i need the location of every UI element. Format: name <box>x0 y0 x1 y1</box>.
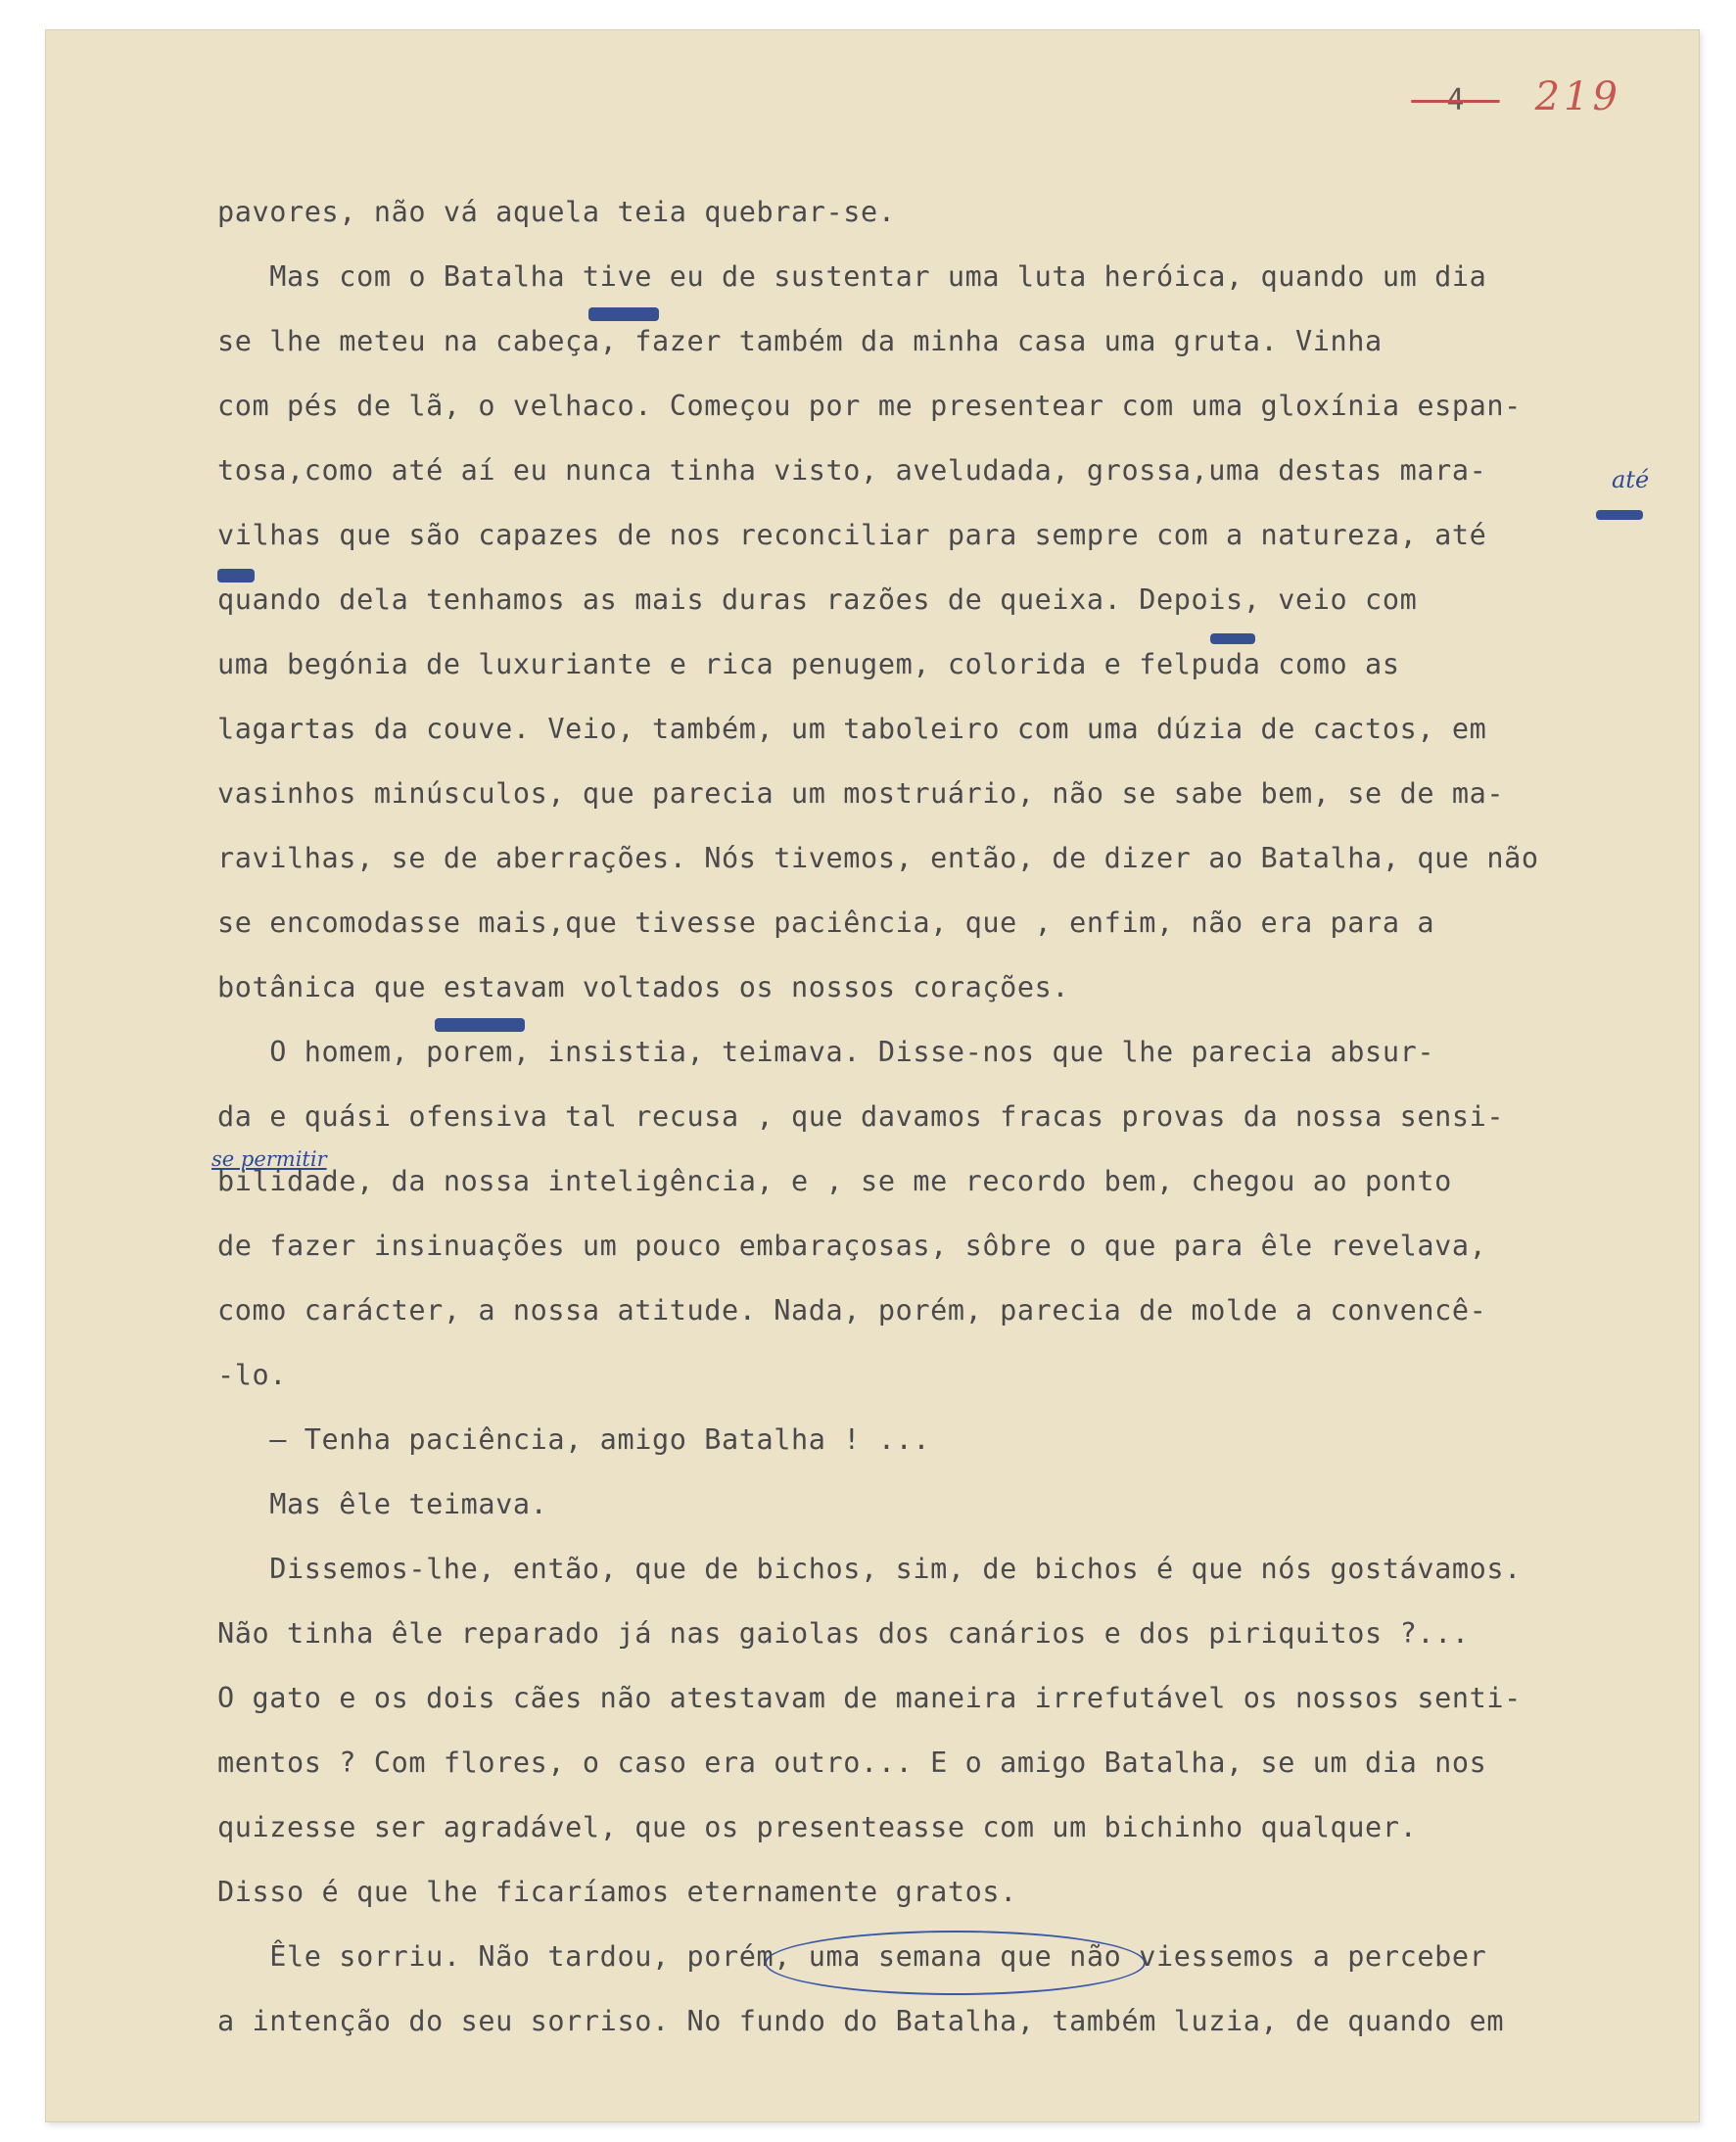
annotation-se-permitir: se permitir <box>211 1147 327 1171</box>
text-line: lagartas da couve. Veio, também, um taboleiro com uma dúzia de cactos, em <box>217 713 1487 745</box>
text-line: Dissemos-lhe, então, que de bichos, sim, de bichos é que nós gostávamos. <box>217 1553 1522 1585</box>
text-line: O gato e os dois cães não atestavam de maneira irrefutável os nossos senti- <box>217 1682 1522 1714</box>
typed-text-body <box>217 180 1725 2054</box>
text-line: O homem, porem, insistia, teimava. Disse-nos que lhe parecia absur- <box>217 1036 1435 1068</box>
text-line: de fazer insinuações um pouco embaraçosas, sôbre o que para êle revelava, <box>217 1230 1487 1262</box>
page-number <box>1411 74 1621 119</box>
text-line: bilidade, da nossa inteligência, e , se me recordo bem, chegou ao ponto <box>217 1165 1452 1197</box>
text-line: com pés de lã, o velhaco. Começou por me presentear com uma gloxínia espan- <box>217 390 1522 422</box>
typescript-page <box>45 29 1700 2122</box>
text-line: a intenção do seu sorriso. No fundo do Batalha, também luzia, de quando em <box>217 2005 1505 2037</box>
handwritten-page-number: 219 <box>1534 74 1621 119</box>
text-line: tosa,como até aí eu nunca tinha visto, aveludada, grossa,uma destas mara- <box>217 454 1487 487</box>
text-line: mentos ? Com flores, o caso era outro... E o amigo Batalha, se um dia nos <box>217 1746 1487 1779</box>
text-line: como carácter, a nossa atitude. Nada, porém, parecia de molde a convencê- <box>217 1294 1487 1327</box>
text-line: Mas êle teimava. <box>217 1488 548 1520</box>
text-line: Mas com o Batalha tive eu de sustentar uma luta heróica, quando um dia <box>217 260 1487 293</box>
text-line: vilhas que são capazes de nos reconciliar para sempre com a natureza, até <box>217 519 1487 551</box>
text-line: botânica que estavam voltados os nossos corações. <box>217 971 1070 1003</box>
text-line: Não tinha êle reparado já nas gaiolas dos canários e dos piriquitos ?... <box>217 1617 1470 1650</box>
typed-page-number: - 4 - <box>1411 83 1500 117</box>
text-line: Êle sorriu. Não tardou, porém, uma semana que não viessemos a perceber <box>217 1940 1487 1973</box>
text-line: se lhe meteu na cabeça, fazer também da minha casa uma gruta. Vinha <box>217 325 1383 357</box>
text-line: -lo. <box>217 1359 288 1391</box>
text-line: ravilhas, se de aberrações. Nós tivemos, então, de dizer ao Batalha, que não <box>217 842 1539 874</box>
text-line: quando dela tenhamos as mais duras razões de queixa. Depois, veio com <box>217 583 1418 616</box>
annotation-ate: até <box>1612 466 1650 493</box>
text-line: se encomodasse mais,que tivesse paciência, que , enfim, não era para a <box>217 907 1435 939</box>
text-line: — Tenha paciência, amigo Batalha ! ... <box>217 1423 931 1456</box>
text-line: uma begónia de luxuriante e rica penugem, colorida e felpuda como as <box>217 648 1400 680</box>
text-line: Disso é que lhe ficaríamos eternamente gratos. <box>217 1876 1017 1908</box>
text-line: vasinhos minúsculos, que parecia um mostruário, não se sabe bem, se de ma- <box>217 777 1505 810</box>
text-line: da e quási ofensiva tal recusa , que davamos fracas provas da nossa sensi- <box>217 1100 1505 1133</box>
text-line: pavores, não vá aquela teia quebrar-se. <box>217 196 896 228</box>
text-line: quizesse ser agradável, que os presenteasse com um bichinho qualquer. <box>217 1811 1418 1843</box>
